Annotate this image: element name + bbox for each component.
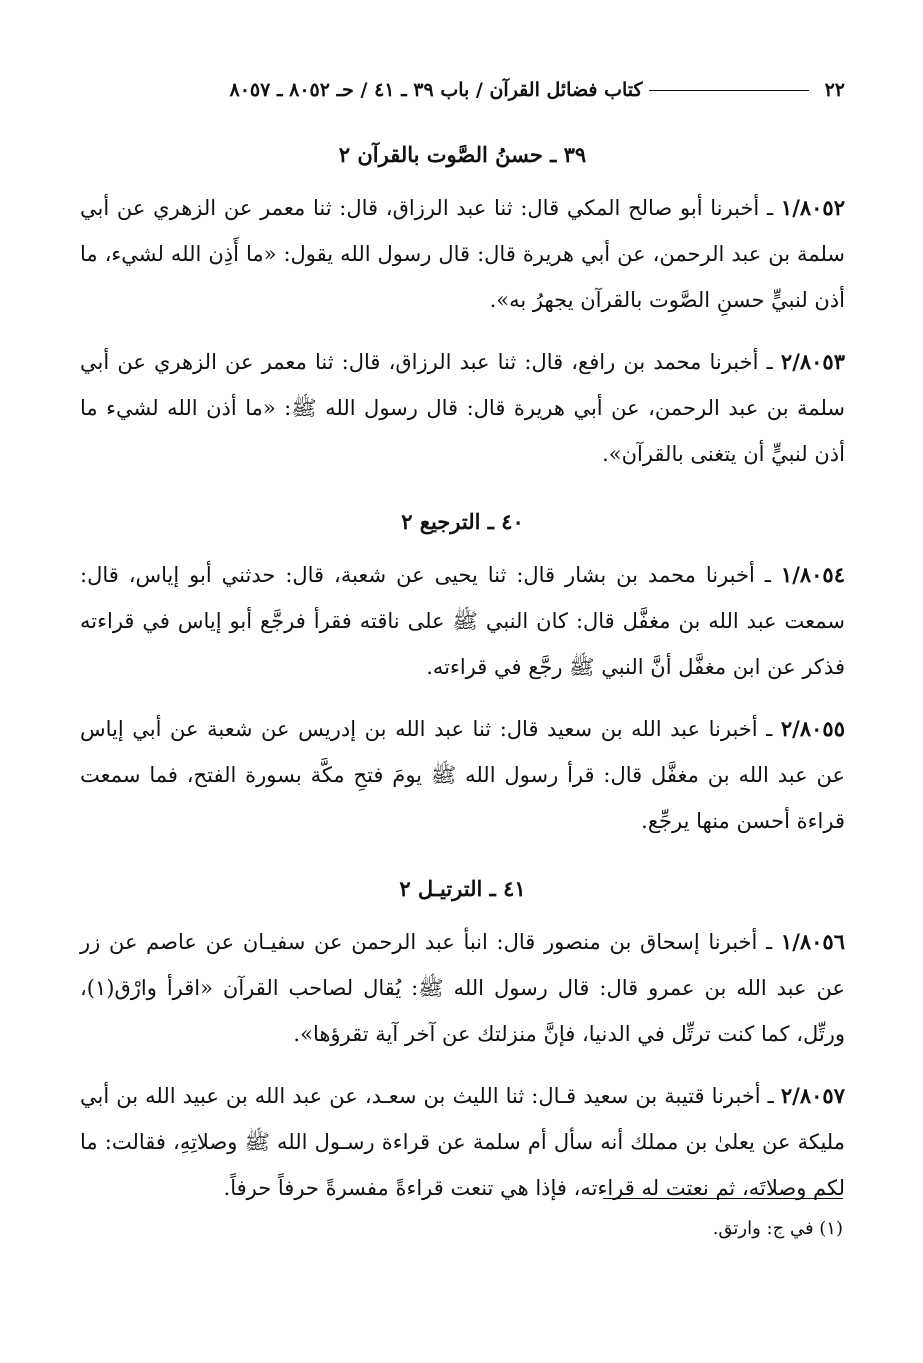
hadith-text: ـ أخبرنا أبو صالح المكي قال: ثنا عبد الرزاق، قال: ثنا معمر عن الزهري عن أبي سلمة بن عبد الرحمن، عن أبي هريرة قال: قال رسول الله يقول: «ما أَذِن الله لشيء، ما أذن لنبيٍّ حسنِ الصَّوت بالقرآن يجهرُ به». [80,196,845,312]
hadith-text: ـ أخبرنا إسحاق بن منصور قال: انبأ عبد الرحمن عن سفيـان عن عاصم عن زر عن عبد الله بن عمرو قال: قال رسول الله ﷺ: يُقال لصاحب القرآن «اقرأ وارْق(١)، ورتِّل، كما كنت ترتِّل في الدنيا، فإنَّ منزلتك عن آخر آية تقرؤها». [80,930,845,1046]
chapter-title: ٤٠ ـ الترجيع ٢ [401,509,524,534]
hadith-number: ٢/٨٠٥٣ [780,349,845,374]
hadith-text: ـ أخبرنا عبد الله بن سعيد قال: ثنا عبد الله بن إدريس عن شعبة عن أبي إياس عن عبد الله بن مغفَّل قال: قرأ رسول الله ﷺ يومَ فتحِ مكَّة بسورة الفتح، فما سمعت قراءة أحسن منها يرجِّع. [80,717,845,833]
hadith-paragraph [80,919,845,1057]
hadith-text: ـ أخبرنا قتيبة بن سعيد قـال: ثنا الليث بن سعـد، عن عبد الله بن عبيد الله بن أبي مليكة عن يعلىٰ بن مملك أنه سأل أم سلمة عن قراءة رسـول الله ﷺ وصلاتِهِ، فقالت: ما لكم وصلاتَه، ثم نعتت له قراءته، فإذا هي تنعت قراءةً مفسرةً حرفاً حرفاً. [80,1084,845,1200]
hadith-text: ـ أخبرنا محمد بن رافع، قال: ثنا عبد الرزاق، قال: ثنا معمر عن الزهري عن أبي سلمة بن عبد الرحمن، عن أبي هريرة قال: قال رسول الله ﷺ: «ما أذن الله لشيء ما أذن لنبيٍّ أن يتغنى بالقرآن». [80,350,845,466]
hadith-paragraph [80,339,845,477]
hadith-number: ١/٨٠٥٢ [780,195,845,220]
chapter-title: ٤١ ـ الترتيـل ٢ [399,876,526,901]
hadith-number: ٢/٨٠٥٧ [780,1083,845,1108]
footnote: (١) في ج: وارتق. [712,1218,843,1239]
hadith-paragraph [80,552,845,690]
book-page [80,70,845,1227]
hadith-paragraph [80,1073,845,1211]
header-rule [649,90,809,91]
hadith-number: ١/٨٠٥٤ [780,562,845,587]
chapter-title: ٣٩ ـ حسنُ الصَّوت بالقرآن ٢ [338,142,587,167]
running-header [80,70,845,110]
footnote-rule [603,1198,843,1199]
hadith-text: ـ أخبرنا محمد بن بشار قال: ثنا يحيى عن شعبة، قال: حدثني أبو إياس، قال: سمعت عبد الله بن مغفَّل قال: كان النبي ﷺ على ناقته فقرأ فرجَّع أبو إياس في قراءته فذكر عن ابن مغفَّل أنَّ النبي ﷺ رجَّع في قراءته. [80,563,845,679]
hadith-number: ١/٨٠٥٦ [780,929,845,954]
hadith-paragraph [80,185,845,323]
page-number: ٢٢ [824,79,845,101]
hadith-number: ٢/٨٠٥٥ [780,716,845,741]
hadith-paragraph [80,706,845,844]
running-title: كتاب فضائل القرآن / باب ٣٩ ـ ٤١ / حـ ٨٠٥٢ ـ ٨٠٥٧ [229,79,643,101]
